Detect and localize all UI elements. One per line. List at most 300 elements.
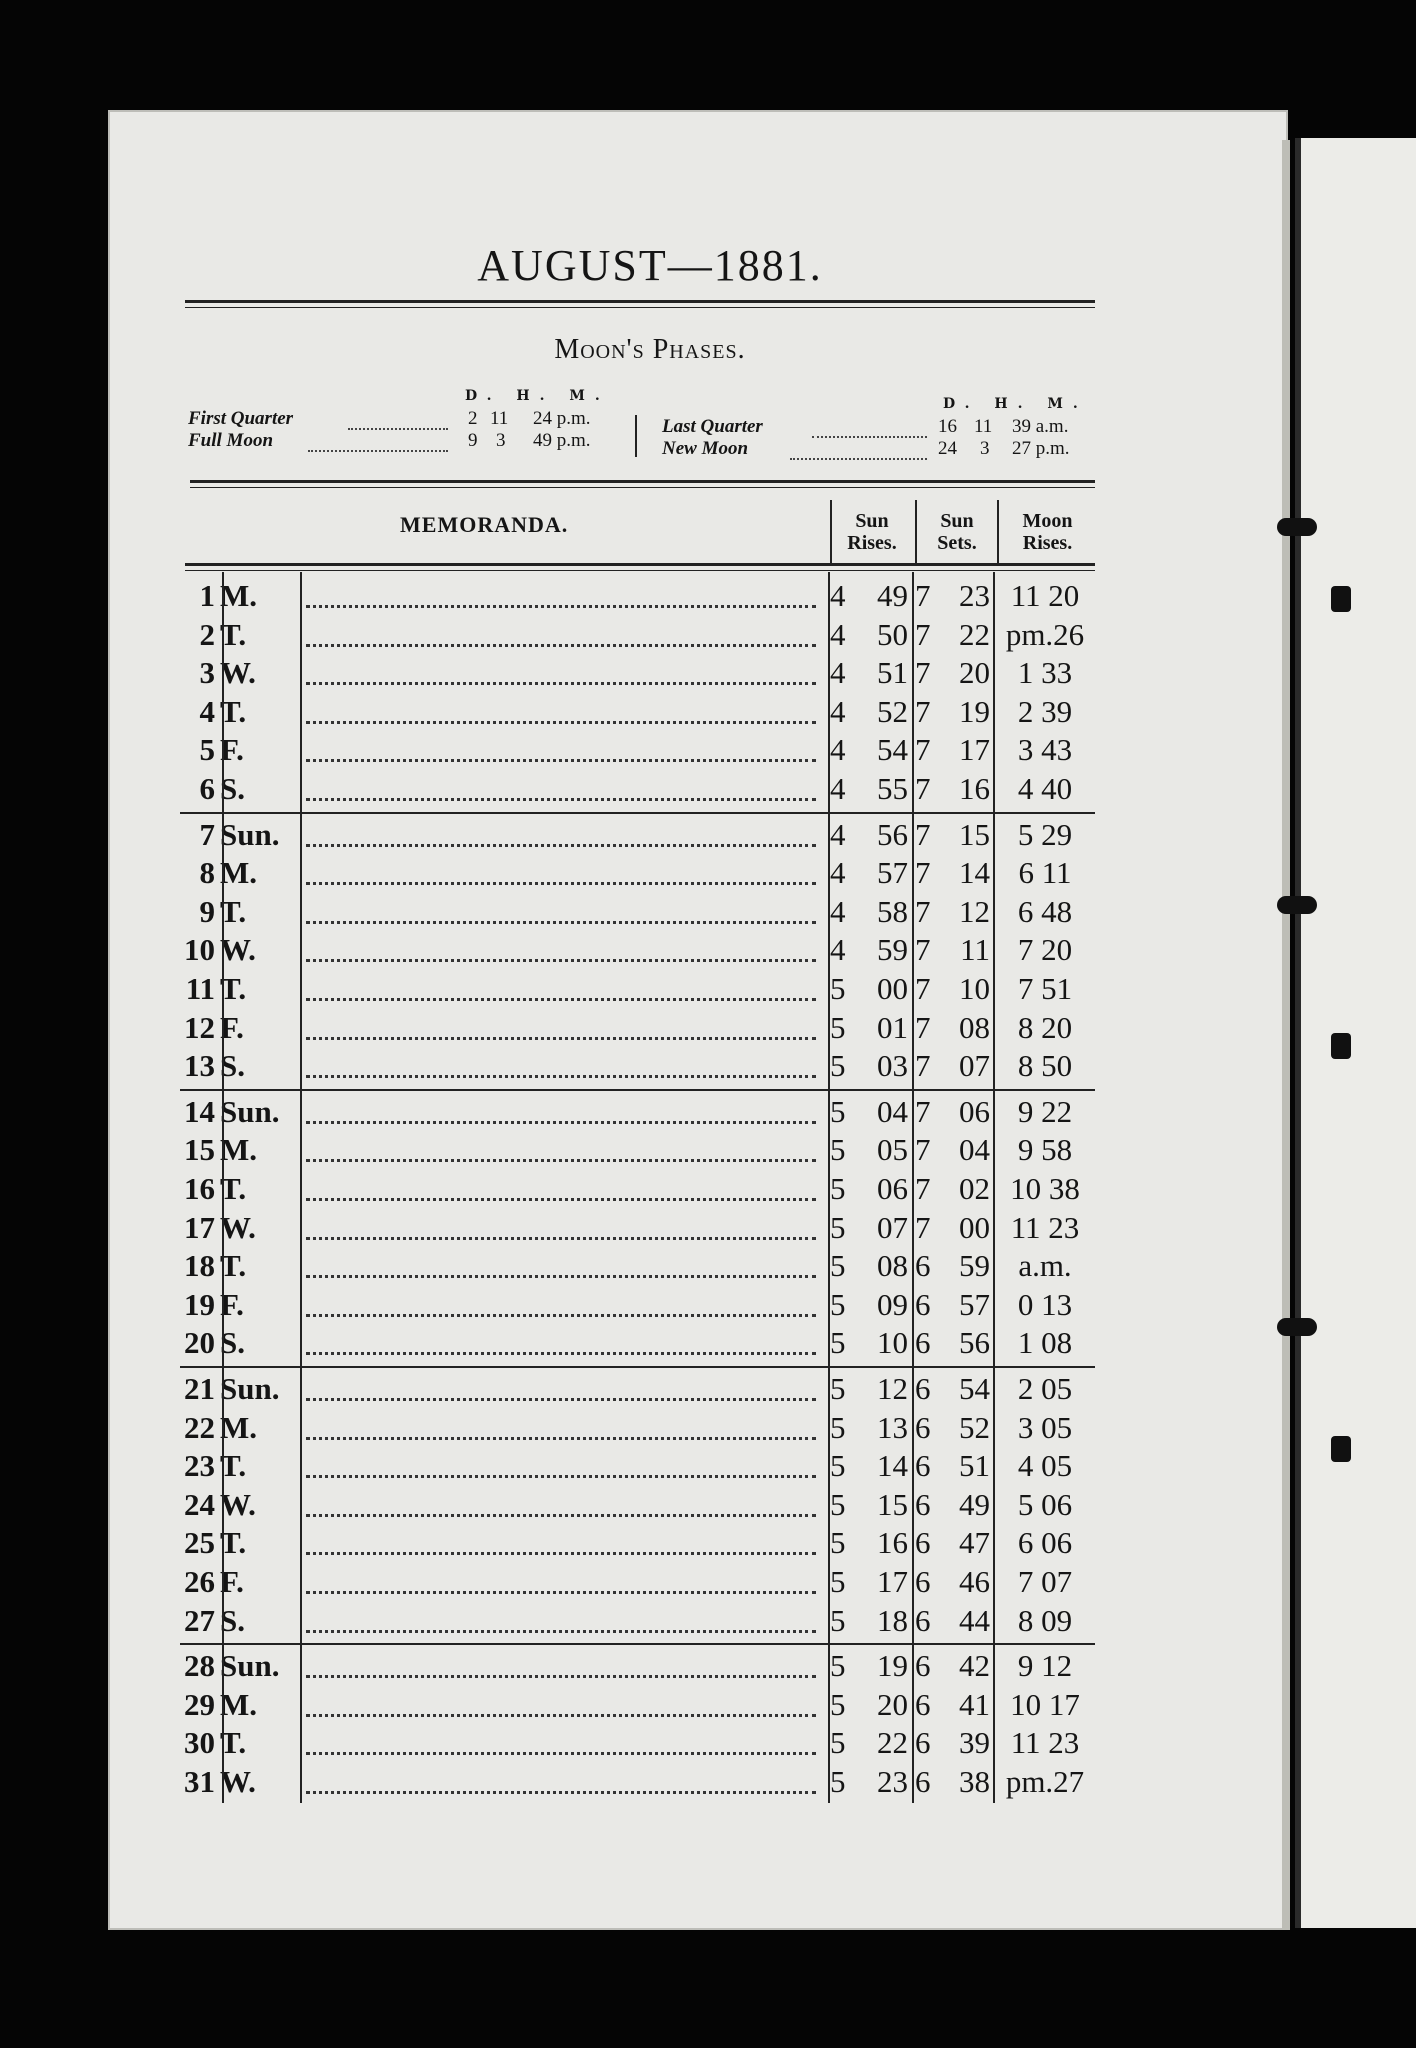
table-row xyxy=(0,1371,1300,1410)
phase-full-moon-h: 3 xyxy=(496,430,506,451)
sun-set-hour: 6 xyxy=(915,1486,931,1522)
memo-dotted-line[interactable] xyxy=(306,1275,816,1278)
sun-rise-minute: 54 xyxy=(877,732,908,768)
sun-set-minute: 23 xyxy=(959,578,990,613)
phase-last-quarter-h: 11 xyxy=(974,416,993,437)
facing-page-edge xyxy=(1295,138,1416,1928)
header-divider xyxy=(830,500,832,565)
memo-dotted-line[interactable] xyxy=(306,1037,816,1040)
sun-rise-minute: 52 xyxy=(877,693,908,729)
sun-rise-hour: 4 xyxy=(830,771,846,806)
sun-rise-hour: 5 xyxy=(830,1325,846,1361)
sun-rise-hour: 4 xyxy=(830,816,846,852)
sun-set-hour: 6 xyxy=(915,1564,931,1599)
moon-rise: 7 20 xyxy=(1017,932,1073,968)
date-number: 28 xyxy=(184,1648,215,1684)
sun-set-minute: 22 xyxy=(959,616,990,652)
date-number: 29 xyxy=(184,1686,215,1722)
table-row xyxy=(0,1487,1300,1526)
moon-rise: 11 23 xyxy=(1010,1209,1080,1245)
dhm-label-right: D. H. M. xyxy=(943,396,1088,412)
sun-set-minute: 06 xyxy=(959,1093,990,1129)
sun-rise-hour: 5 xyxy=(830,1248,846,1284)
sun-rise-minute: 16 xyxy=(877,1525,908,1561)
table-row xyxy=(0,971,1300,1010)
sun-rise-hour: 4 xyxy=(830,578,846,613)
sun-set-hour: 7 xyxy=(915,855,931,891)
table-row xyxy=(0,1248,1300,1287)
sun-rise-minute: 56 xyxy=(877,816,908,852)
table-row xyxy=(0,617,1300,656)
sun-rise-minute: 51 xyxy=(877,655,908,691)
date-number: 11 xyxy=(185,971,215,1006)
sun-rise-minute: 09 xyxy=(877,1286,908,1322)
moon-rise: a.m. xyxy=(1018,1248,1072,1284)
sun-set-hour: 6 xyxy=(915,1686,931,1722)
memo-dotted-line[interactable] xyxy=(306,1752,816,1755)
memo-dotted-line[interactable] xyxy=(306,1514,816,1517)
sun-rise-hour: 5 xyxy=(830,1371,846,1406)
sun-rise-hour: 5 xyxy=(830,1525,846,1561)
table-row xyxy=(0,855,1300,894)
phase-new-moon-d: 24 xyxy=(938,438,957,459)
binding-hole xyxy=(1331,1436,1351,1462)
leader-dots xyxy=(790,458,927,460)
sun-rise-minute: 07 xyxy=(877,1209,908,1245)
moon-rise: 2 39 xyxy=(1017,693,1073,729)
table-row xyxy=(0,1410,1300,1449)
memo-dotted-line[interactable] xyxy=(306,1791,816,1794)
table-row xyxy=(0,1764,1300,1803)
sun-set-hour: 7 xyxy=(915,971,931,1006)
sun-rise-minute: 22 xyxy=(877,1725,908,1761)
day-abbrev: W. xyxy=(220,1486,256,1522)
day-abbrev: M. xyxy=(220,1686,258,1722)
sun-sets-header xyxy=(917,510,997,554)
sun-rise-hour: 5 xyxy=(830,1286,846,1322)
memo-dotted-line[interactable] xyxy=(306,1314,816,1317)
sun-rise-minute: 50 xyxy=(877,616,908,652)
day-abbrev: Sun. xyxy=(220,1371,280,1406)
sun-rise-hour: 5 xyxy=(830,1486,846,1522)
memo-dotted-line[interactable] xyxy=(306,921,816,924)
sun-set-minute: 02 xyxy=(959,1171,990,1206)
table-row xyxy=(0,1448,1300,1487)
binding-hole xyxy=(1331,586,1351,612)
date-number: 3 xyxy=(199,655,215,691)
moon-column-rule xyxy=(993,572,995,1803)
page-title: AUGUST—1881. xyxy=(477,241,823,290)
sun-rise-hour: 4 xyxy=(830,855,846,891)
sun-rise-hour: 5 xyxy=(830,1448,846,1484)
table-row xyxy=(0,1725,1300,1764)
table-row xyxy=(0,1564,1300,1603)
sun-set-hour: 6 xyxy=(915,1248,931,1284)
moon-rise: 2 05 xyxy=(1017,1371,1073,1406)
leader-dots xyxy=(348,428,448,430)
moon-rise: 9 58 xyxy=(1017,1132,1073,1168)
phase-new-moon-h: 3 xyxy=(980,438,990,459)
sun-rise-hour: 4 xyxy=(830,732,846,768)
memo-dotted-line[interactable] xyxy=(306,882,816,885)
date-number: 31 xyxy=(184,1764,215,1799)
moon-rise: 6 06 xyxy=(1017,1525,1073,1561)
sun-set-hour: 7 xyxy=(915,1009,931,1045)
sun-set-minute: 15 xyxy=(959,816,990,852)
memo-left-rule xyxy=(300,572,302,1803)
phase-full-moon-d: 9 xyxy=(468,430,478,451)
moon-rise: 4 05 xyxy=(1017,1448,1073,1484)
memo-dotted-line[interactable] xyxy=(306,1159,816,1162)
day-abbrev: F. xyxy=(220,1564,244,1599)
memo-dotted-line[interactable] xyxy=(306,1630,816,1633)
sun-set-hour: 7 xyxy=(915,616,931,652)
moon-rise: 4 40 xyxy=(1017,771,1073,806)
sun-set-minute: 52 xyxy=(959,1409,990,1445)
sun-rise-minute: 10 xyxy=(877,1325,908,1361)
sun-rise-minute: 17 xyxy=(877,1564,908,1599)
sun-set-minute: 57 xyxy=(959,1286,990,1322)
rise-column-rule xyxy=(828,572,830,1803)
phase-last-quarter-m: 39 a.m. xyxy=(1012,416,1069,437)
sun-rise-hour: 5 xyxy=(830,1602,846,1638)
date-number: 8 xyxy=(199,855,215,891)
table-row xyxy=(0,894,1300,933)
sun-rise-hour: 5 xyxy=(830,1648,846,1684)
day-abbrev: S. xyxy=(220,771,245,806)
dhm-label-left: D. H. M. xyxy=(465,388,610,404)
day-abbrev: T. xyxy=(220,1525,247,1561)
moon-rise: 6 48 xyxy=(1017,893,1073,929)
date-number: 9 xyxy=(199,893,215,929)
memo-dotted-line[interactable] xyxy=(306,1198,816,1201)
day-abbrev: W. xyxy=(220,1764,256,1799)
day-abbrev: T. xyxy=(220,693,247,729)
date-number: 14 xyxy=(184,1093,215,1129)
moon-rise: 7 07 xyxy=(1017,1564,1073,1599)
memo-dotted-line[interactable] xyxy=(306,605,816,608)
sun-rise-hour: 5 xyxy=(830,1409,846,1445)
date-number: 17 xyxy=(184,1209,215,1245)
sun-rise-minute: 01 xyxy=(877,1009,908,1045)
day-abbrev: M. xyxy=(220,1132,258,1168)
sun-set-minute: 42 xyxy=(959,1648,990,1684)
sun-set-minute: 49 xyxy=(959,1486,990,1522)
sun-set-hour: 7 xyxy=(915,1093,931,1129)
table-row xyxy=(0,1094,1300,1133)
sun-rise-hour: 4 xyxy=(830,893,846,929)
sun-set-hour: 7 xyxy=(915,578,931,613)
phase-full-moon-m: 49 p.m. xyxy=(533,430,591,451)
date-number: 1 xyxy=(199,578,215,613)
sun-sets-header-line2: Sets. xyxy=(937,532,977,554)
sun-rise-minute: 04 xyxy=(877,1093,908,1129)
phase-first-quarter-h: 11 xyxy=(490,408,509,429)
moon-rise: 11 23 xyxy=(1010,1725,1080,1761)
date-number: 25 xyxy=(184,1525,215,1561)
day-abbrev: S. xyxy=(220,1325,245,1361)
sun-rise-minute: 13 xyxy=(877,1409,908,1445)
moon-rise: 8 09 xyxy=(1017,1602,1073,1638)
sun-set-minute: 20 xyxy=(959,655,990,691)
sun-set-minute: 08 xyxy=(959,1009,990,1045)
table-row xyxy=(0,1287,1300,1326)
day-abbrev: Sun. xyxy=(220,1648,280,1684)
phase-separator xyxy=(635,415,637,457)
sun-set-minute: 46 xyxy=(959,1564,990,1599)
day-abbrev: M. xyxy=(220,855,258,891)
date-number: 5 xyxy=(199,732,215,768)
sun-set-minute: 44 xyxy=(959,1602,990,1638)
memo-dotted-line[interactable] xyxy=(306,959,816,962)
sun-rise-hour: 5 xyxy=(830,1686,846,1722)
sun-rise-minute: 57 xyxy=(877,855,908,891)
moon-rise: 0 13 xyxy=(1017,1286,1073,1322)
sun-rise-hour: 4 xyxy=(830,616,846,652)
sun-set-minute: 59 xyxy=(959,1248,990,1284)
memo-dotted-line[interactable] xyxy=(306,998,816,1001)
memo-dotted-line[interactable] xyxy=(306,1398,816,1401)
memo-dotted-line[interactable] xyxy=(306,1675,816,1678)
sun-set-minute: 41 xyxy=(959,1686,990,1722)
moon-rise: 9 22 xyxy=(1017,1093,1073,1129)
leader-dots xyxy=(812,436,927,438)
sun-rise-minute: 55 xyxy=(877,771,908,806)
table-row xyxy=(0,1648,1300,1687)
sun-set-minute: 54 xyxy=(959,1371,990,1406)
date-number: 7 xyxy=(199,816,215,852)
sun-rise-minute: 03 xyxy=(877,1048,908,1084)
sun-rises-header-line2: Rises. xyxy=(847,532,897,554)
moon-rise: 3 43 xyxy=(1017,732,1073,768)
table-row xyxy=(0,655,1300,694)
day-abbrev: F. xyxy=(220,732,244,768)
memo-dotted-line[interactable] xyxy=(306,1591,816,1594)
day-abbrev: W. xyxy=(220,1209,256,1245)
moon-phases-heading: Moon's Phases. xyxy=(554,334,746,365)
phase-last-quarter-name: Last Quarter xyxy=(662,416,763,437)
moon-rise: pm.27 xyxy=(1005,1764,1085,1799)
sun-rises-header xyxy=(832,510,912,554)
sun-set-hour: 7 xyxy=(915,655,931,691)
sun-rise-hour: 5 xyxy=(830,1093,846,1129)
date-number: 6 xyxy=(199,771,215,806)
sun-rise-minute: 08 xyxy=(877,1248,908,1284)
sun-rise-minute: 19 xyxy=(877,1648,908,1684)
sun-set-minute: 47 xyxy=(959,1525,990,1561)
sun-set-minute: 51 xyxy=(959,1448,990,1484)
sun-rise-hour: 4 xyxy=(830,932,846,968)
phase-full-moon-name: Full Moon xyxy=(188,430,274,451)
day-abbrev: T. xyxy=(220,1248,247,1284)
sun-set-minute: 12 xyxy=(959,893,990,929)
sun-rise-minute: 06 xyxy=(877,1171,908,1206)
table-row xyxy=(0,1210,1300,1249)
sun-rises-header-line1: Sun xyxy=(855,510,889,532)
moon-rise: 9 12 xyxy=(1017,1648,1073,1684)
memo-dotted-line[interactable] xyxy=(306,721,816,724)
sun-set-hour: 6 xyxy=(915,1725,931,1761)
moon-rise: 7 51 xyxy=(1017,971,1073,1006)
sun-rise-hour: 5 xyxy=(830,1764,846,1799)
sun-set-minute: 14 xyxy=(959,855,990,891)
memo-dotted-line[interactable] xyxy=(306,644,816,647)
memo-dotted-line[interactable] xyxy=(306,1552,816,1555)
memo-dotted-line[interactable] xyxy=(306,1237,816,1240)
phase-new-moon-m: 27 p.m. xyxy=(1012,438,1070,459)
sun-set-hour: 7 xyxy=(915,732,931,768)
sun-rise-hour: 5 xyxy=(830,1171,846,1206)
memo-dotted-line[interactable] xyxy=(306,1475,816,1478)
double-rule xyxy=(185,563,1095,571)
memo-dotted-line[interactable] xyxy=(306,682,816,685)
sun-set-hour: 6 xyxy=(915,1371,931,1406)
sun-set-hour: 7 xyxy=(915,771,931,806)
date-number: 27 xyxy=(184,1602,215,1638)
memo-dotted-line[interactable] xyxy=(306,1121,816,1124)
date-number: 16 xyxy=(184,1171,215,1206)
sun-set-minute: 38 xyxy=(959,1764,990,1799)
moon-rise: 1 08 xyxy=(1017,1325,1073,1361)
sun-rise-minute: 14 xyxy=(877,1448,908,1484)
day-abbrev: Sun. xyxy=(220,1093,280,1129)
moon-rise: 8 20 xyxy=(1017,1009,1073,1045)
sun-set-hour: 7 xyxy=(915,816,931,852)
day-abbrev: M. xyxy=(220,578,258,613)
sun-set-hour: 7 xyxy=(915,693,931,729)
sun-rise-minute: 49 xyxy=(877,578,908,613)
memo-dotted-line[interactable] xyxy=(306,759,816,762)
sun-set-hour: 7 xyxy=(915,893,931,929)
moon-rise: 10 17 xyxy=(1010,1686,1080,1722)
sun-set-hour: 6 xyxy=(915,1525,931,1561)
sun-rise-minute: 58 xyxy=(877,893,908,929)
day-abbrev: T. xyxy=(220,971,247,1006)
table-row xyxy=(0,1525,1300,1564)
sun-set-hour: 6 xyxy=(915,1448,931,1484)
day-abbrev: T. xyxy=(220,893,247,929)
moon-rise: 6 11 xyxy=(1018,855,1072,891)
table-row xyxy=(0,732,1300,771)
sun-set-minute: 39 xyxy=(959,1725,990,1761)
sun-set-hour: 7 xyxy=(915,1171,931,1206)
memoranda-heading: MEMORANDA. xyxy=(400,512,569,537)
phase-first-quarter-d: 2 xyxy=(468,408,478,429)
table-row xyxy=(0,1325,1300,1364)
date-number: 15 xyxy=(184,1132,215,1168)
sun-set-hour: 7 xyxy=(915,1132,931,1168)
binding-clip xyxy=(1277,518,1317,536)
sun-set-hour: 6 xyxy=(915,1325,931,1361)
sun-rise-minute: 00 xyxy=(877,971,908,1006)
sun-set-hour: 7 xyxy=(915,1209,931,1245)
sun-set-hour: 6 xyxy=(915,1286,931,1322)
sun-set-minute: 10 xyxy=(959,971,990,1006)
date-number: 18 xyxy=(184,1248,215,1284)
sun-rise-hour: 5 xyxy=(830,1132,846,1168)
moon-rise: 5 06 xyxy=(1017,1486,1073,1522)
week-separator xyxy=(180,1643,1095,1645)
memo-dotted-line[interactable] xyxy=(306,1437,816,1440)
table-row xyxy=(0,1048,1300,1087)
date-number: 22 xyxy=(184,1409,215,1445)
sun-set-hour: 7 xyxy=(915,1048,931,1084)
sun-rise-hour: 5 xyxy=(830,1725,846,1761)
sun-sets-header-line1: Sun xyxy=(940,510,974,532)
sun-set-hour: 6 xyxy=(915,1602,931,1638)
day-abbrev: Sun. xyxy=(220,816,280,852)
table-row xyxy=(0,932,1300,971)
day-abbrev: T. xyxy=(220,616,247,652)
day-abbrev: T. xyxy=(220,1725,247,1761)
moon-rise: pm.26 xyxy=(1005,616,1085,652)
sun-rise-hour: 5 xyxy=(830,1209,846,1245)
double-rule xyxy=(190,480,1095,488)
sun-set-hour: 6 xyxy=(915,1409,931,1445)
week-separator xyxy=(180,1089,1095,1091)
sun-rise-hour: 4 xyxy=(830,693,846,729)
day-abbrev: W. xyxy=(220,932,256,968)
date-number: 2 xyxy=(199,616,215,652)
set-column-rule xyxy=(912,572,914,1803)
sun-set-minute: 56 xyxy=(959,1325,990,1361)
day-abbrev: T. xyxy=(220,1448,247,1484)
date-number: 13 xyxy=(184,1048,215,1084)
sun-rise-hour: 5 xyxy=(830,1048,846,1084)
day-abbrev: S. xyxy=(220,1048,245,1084)
memo-dotted-line[interactable] xyxy=(306,1714,816,1717)
sun-set-minute: 07 xyxy=(959,1048,990,1084)
date-number: 4 xyxy=(199,693,215,729)
sun-set-minute: 17 xyxy=(959,732,990,768)
table-row xyxy=(0,1171,1300,1210)
sun-set-minute: 19 xyxy=(959,693,990,729)
moon-rises-header-line2: Rises. xyxy=(1022,532,1073,554)
date-number: 30 xyxy=(184,1725,215,1761)
sun-set-hour: 6 xyxy=(915,1764,931,1799)
sun-rise-minute: 15 xyxy=(877,1486,908,1522)
memo-dotted-line[interactable] xyxy=(306,1352,816,1355)
moon-rise: 8 50 xyxy=(1017,1048,1073,1084)
table-row xyxy=(0,1603,1300,1642)
table-row xyxy=(0,694,1300,733)
sun-set-minute: 00 xyxy=(959,1209,990,1245)
moon-rise: 1 33 xyxy=(1017,655,1073,691)
date-number: 26 xyxy=(184,1564,215,1599)
date-number: 20 xyxy=(184,1325,215,1361)
day-abbrev: M. xyxy=(220,1409,258,1445)
sun-rise-minute: 59 xyxy=(877,932,908,968)
memo-dotted-line[interactable] xyxy=(306,798,816,801)
moon-rise: 11 20 xyxy=(1010,578,1080,613)
sun-set-minute: 16 xyxy=(959,771,990,806)
date-number: 24 xyxy=(184,1486,215,1522)
week-separator xyxy=(180,812,1095,814)
moon-rise: 5 29 xyxy=(1017,816,1073,852)
memo-dotted-line[interactable] xyxy=(306,844,816,847)
leader-dots xyxy=(308,450,448,452)
date-number: 19 xyxy=(184,1286,215,1322)
sun-rise-minute: 05 xyxy=(877,1132,908,1168)
memo-dotted-line[interactable] xyxy=(306,1075,816,1078)
binding-hole xyxy=(1331,1033,1351,1059)
day-abbrev: F. xyxy=(220,1286,244,1322)
table-row xyxy=(0,771,1300,810)
table-row xyxy=(0,817,1300,856)
sun-rise-hour: 4 xyxy=(830,655,846,691)
sun-rise-minute: 18 xyxy=(877,1602,908,1638)
header-divider xyxy=(915,500,917,565)
